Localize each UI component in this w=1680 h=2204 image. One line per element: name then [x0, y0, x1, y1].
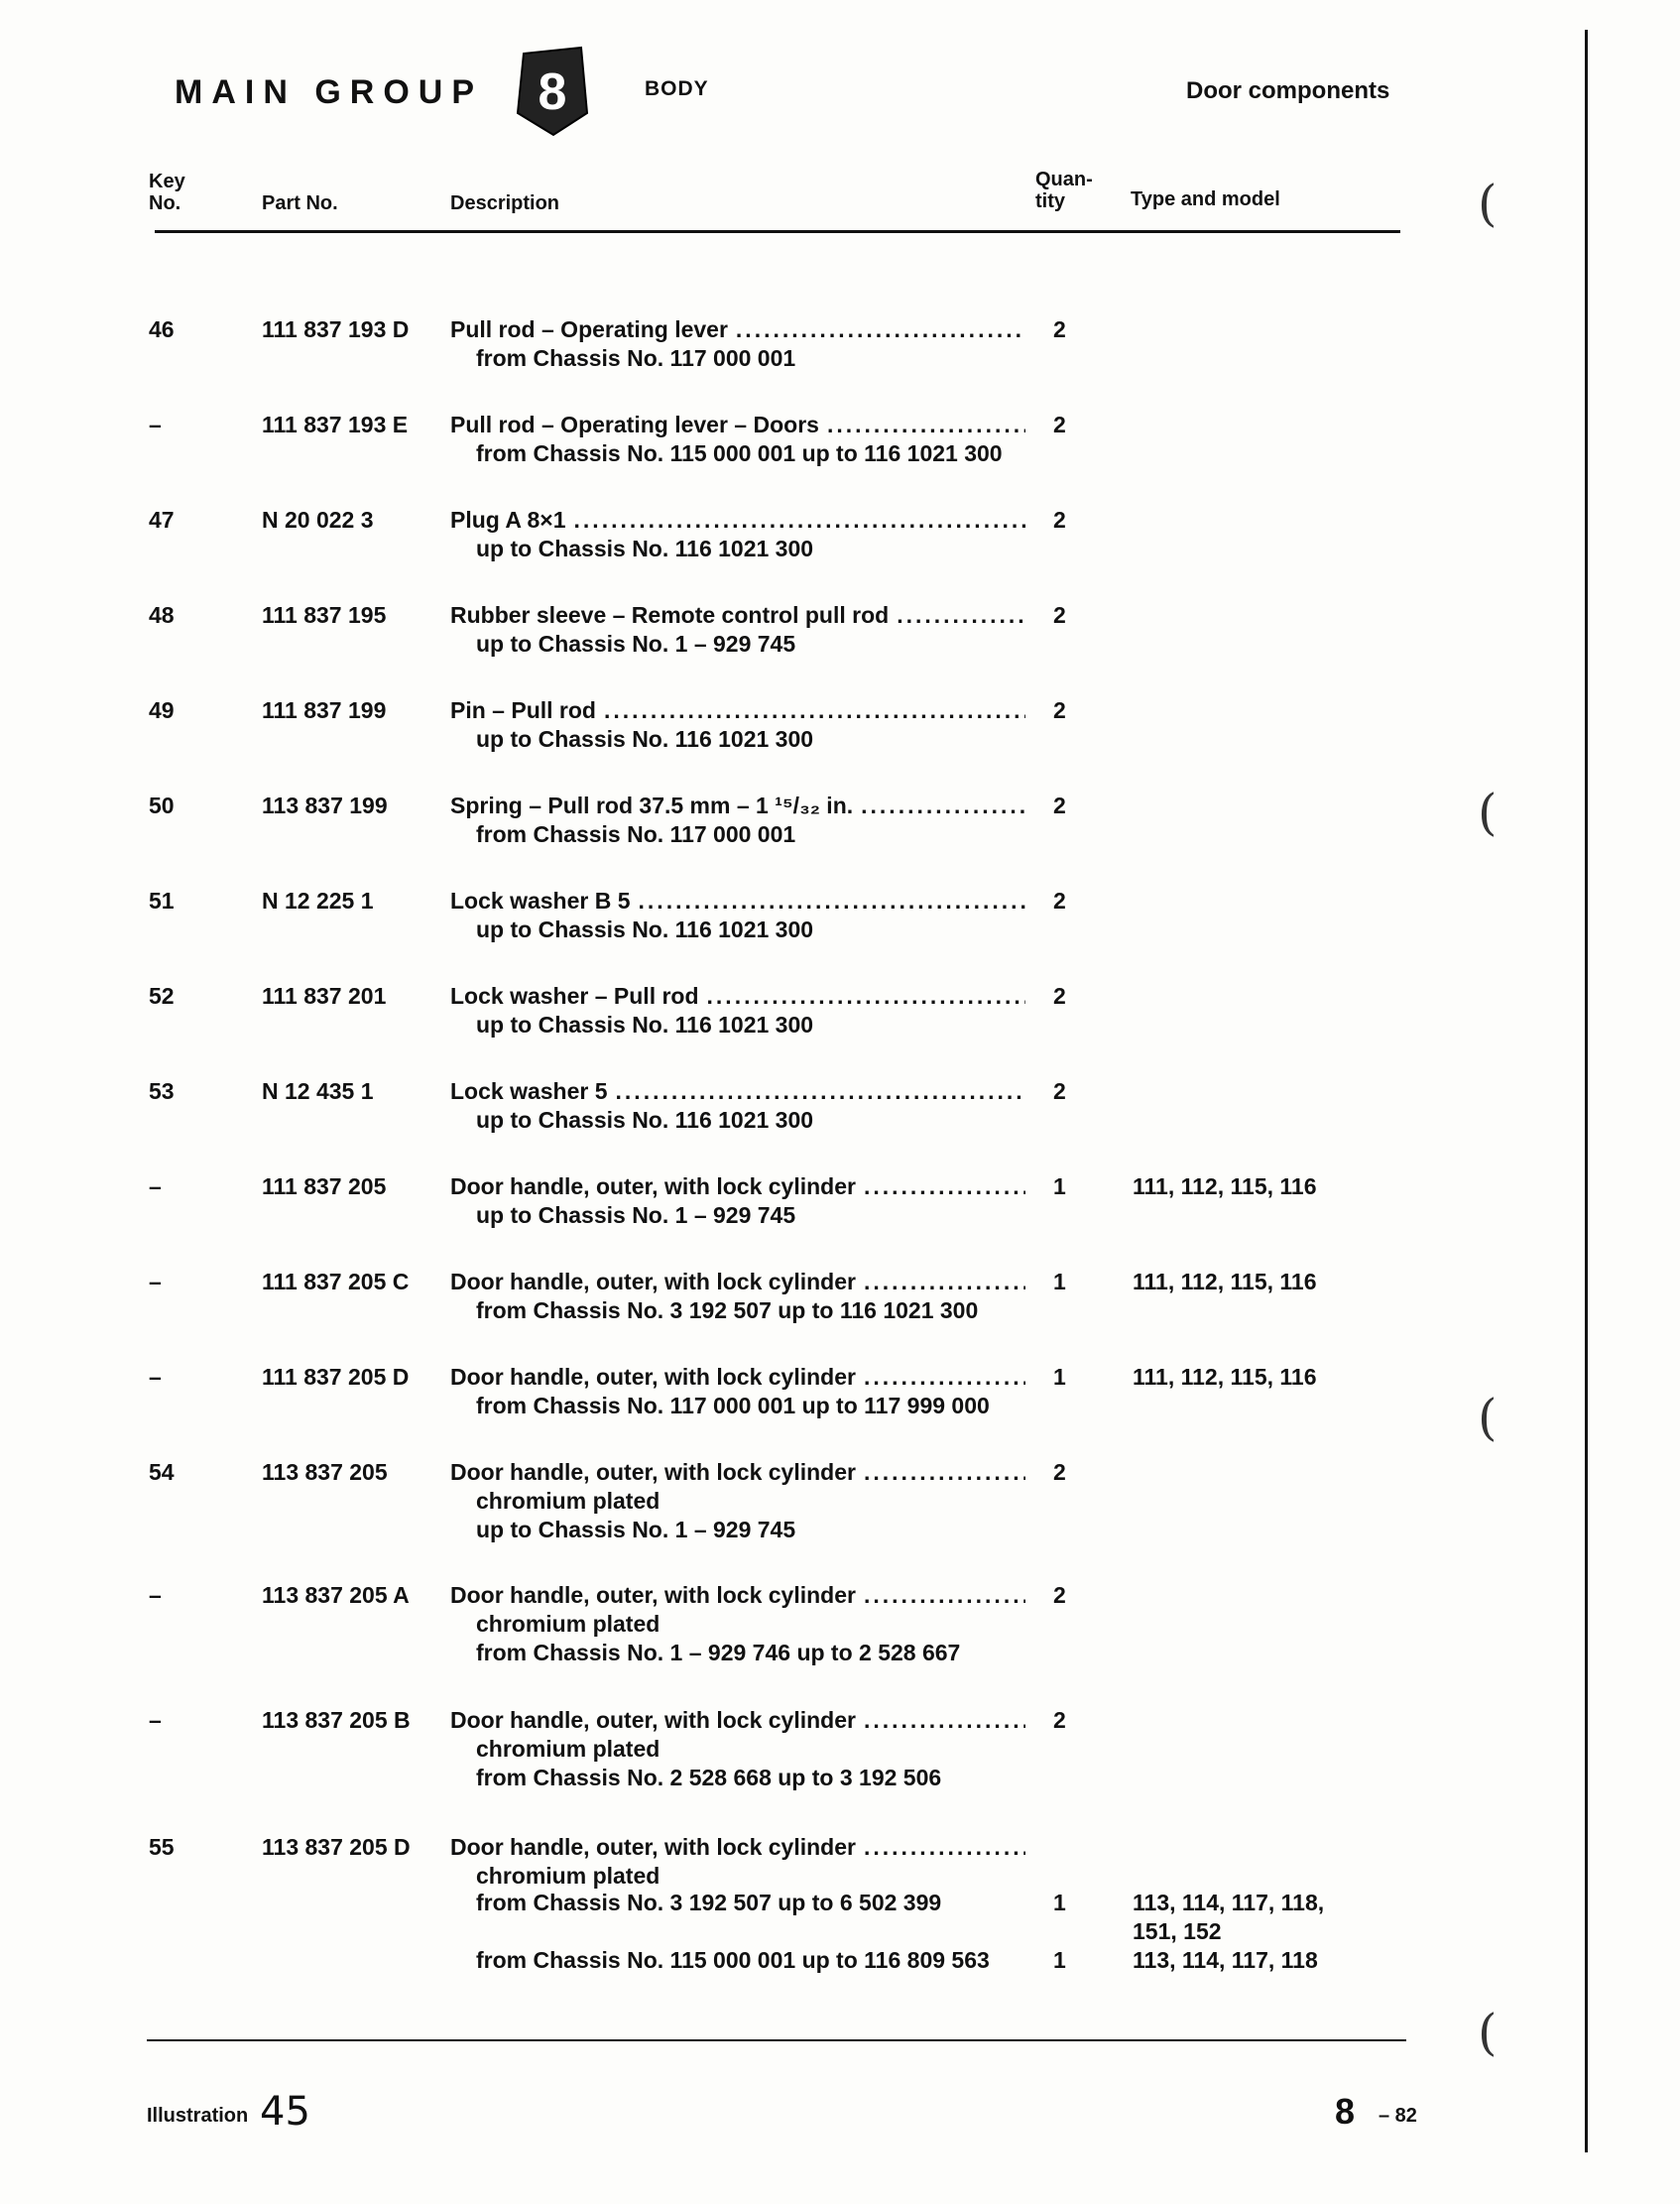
type-model: 111, 112, 115, 116 [1133, 1173, 1317, 1199]
description-detail: up to Chassis No. 1 – 929 745 [476, 1517, 796, 1542]
description-text: Door handle, outer, with lock cylinder [450, 1459, 856, 1485]
description-detail: chromium plated [476, 1863, 660, 1889]
description-detail: up to Chassis No. 116 1021 300 [476, 917, 814, 942]
quantity: 2 [1053, 888, 1066, 914]
description-text: Lock washer – Pull rod [450, 983, 699, 1009]
type-model: 111, 112, 115, 116 [1133, 1364, 1317, 1390]
description [450, 696, 1025, 754]
description-text: Lock washer B 5 [450, 888, 631, 914]
type-model: 113, 114, 117, 118 [1133, 1947, 1318, 1973]
key-number: 52 [149, 983, 175, 1009]
description-detail: from Chassis No. 2 528 668 up to 3 192 506 [476, 1765, 942, 1790]
quantity: 2 [1053, 316, 1066, 342]
illustration-label: Illustration [147, 2105, 249, 2127]
description [450, 1581, 1025, 1667]
quantity: 1 [1053, 1890, 1066, 1915]
description-main-line [450, 1268, 1025, 1296]
description-main-line [450, 506, 1025, 535]
quantity: 2 [1053, 1707, 1066, 1733]
description-text: Door handle, outer, with lock cylinder [450, 1582, 856, 1608]
part-number: 111 837 193 D [262, 316, 410, 342]
key-number: 55 [149, 1834, 175, 1860]
description [450, 1268, 1025, 1325]
dot-leader [604, 696, 1025, 725]
quantity: 1 [1053, 1269, 1066, 1294]
part-number: 113 837 205 [262, 1459, 388, 1485]
dot-leader [736, 315, 1025, 344]
description-main-line [450, 982, 1025, 1011]
description [450, 1833, 1025, 1891]
description [450, 982, 1025, 1040]
dot-leader [827, 411, 1025, 439]
section-title: Door components [1186, 77, 1390, 104]
part-number: 111 837 201 [262, 983, 387, 1009]
description-text: Door handle, outer, with lock cylinder [450, 1173, 856, 1199]
part-number: N 12 435 1 [262, 1078, 374, 1104]
quantity: 2 [1053, 412, 1066, 437]
part-number: 113 837 205 D [262, 1834, 411, 1860]
quantity: 1 [1053, 1947, 1066, 1973]
part-number: 111 837 195 [262, 602, 387, 628]
description-detail: up to Chassis No. 116 1021 300 [476, 536, 814, 561]
description-detail: up to Chassis No. 116 1021 300 [476, 1107, 814, 1133]
description-detail: from Chassis No. 115 000 001 up to 116 1021 300 [476, 440, 1003, 466]
quantity: 2 [1053, 983, 1066, 1009]
description-detail: from Chassis No. 117 000 001 [476, 821, 796, 847]
description-main-line [450, 315, 1025, 344]
description-text: Spring – Pull rod 37.5 mm – 1 ¹⁵/₃₂ in. [450, 793, 854, 818]
part-number: N 12 225 1 [262, 888, 374, 914]
description-detail: up to Chassis No. 116 1021 300 [476, 726, 814, 752]
column-header-quantity: Quan- tity [1035, 169, 1093, 212]
dot-leader [864, 1706, 1025, 1735]
description-main-line [450, 696, 1025, 725]
description-detail: up to Chassis No. 116 1021 300 [476, 1012, 814, 1038]
column-header-part: Part No. [262, 192, 338, 214]
description [450, 315, 1025, 373]
hole-punch-mark: ( [1478, 1389, 1498, 1446]
description-text: Pin – Pull rod [450, 697, 596, 723]
description-main-line [450, 1363, 1025, 1392]
description-text: Plug A 8×1 [450, 507, 566, 533]
page-number: 8 [1335, 2091, 1356, 2132]
description [450, 792, 1025, 849]
dot-leader [897, 601, 1025, 630]
column-header-key: Key No. [149, 171, 185, 214]
part-number: 111 837 205 C [262, 1269, 410, 1294]
dot-leader [864, 1833, 1025, 1862]
dot-leader [861, 792, 1025, 820]
key-number: 50 [149, 793, 175, 818]
footer-rule [147, 2039, 1406, 2041]
description-text: Door handle, outer, with lock cylinder [450, 1834, 856, 1860]
dot-leader [707, 982, 1025, 1011]
dot-leader [864, 1458, 1025, 1487]
description-main-line [450, 792, 1025, 820]
description-detail: from Chassis No. 117 000 001 [476, 345, 796, 371]
quantity: 2 [1053, 507, 1066, 533]
hole-punch-mark: ( [1478, 784, 1498, 841]
description-main-line [450, 1581, 1025, 1610]
key-number: 47 [149, 507, 175, 533]
description [450, 506, 1025, 563]
part-number: 111 837 205 [262, 1173, 387, 1199]
key-number: – [149, 1269, 162, 1294]
description-main-line [450, 411, 1025, 439]
description-text: Lock washer 5 [450, 1078, 608, 1104]
description-detail: from Chassis No. 117 000 001 up to 117 999 000 [476, 1393, 990, 1418]
description-main-line [450, 1458, 1025, 1487]
description-detail: chromium plated [476, 1488, 660, 1514]
quantity: 2 [1053, 1582, 1066, 1608]
description-text: Pull rod – Operating lever – Doors [450, 412, 819, 437]
dot-leader [864, 1172, 1025, 1201]
description-text: Pull rod – Operating lever [450, 316, 728, 342]
quantity: 2 [1053, 1078, 1066, 1104]
key-number: – [149, 1582, 162, 1608]
binding-edge-line [1585, 30, 1588, 2152]
key-number: – [149, 1707, 162, 1733]
key-number: – [149, 1364, 162, 1390]
part-number: N 20 022 3 [262, 507, 374, 533]
part-number: 113 837 205 A [262, 1582, 410, 1608]
description-detail: from Chassis No. 3 192 507 up to 116 1021 300 [476, 1297, 979, 1323]
quantity: 1 [1053, 1364, 1066, 1390]
type-model: 111, 112, 115, 116 [1133, 1269, 1317, 1294]
quantity: 1 [1053, 1173, 1066, 1199]
key-number: 53 [149, 1078, 175, 1104]
part-number: 113 837 205 B [262, 1707, 411, 1733]
dot-leader [864, 1268, 1025, 1296]
hole-punch-mark: ( [1478, 2004, 1498, 2061]
key-number: 51 [149, 888, 175, 914]
main-group-heading: MAIN GROUP [175, 73, 483, 111]
key-number: – [149, 1173, 162, 1199]
key-number: 54 [149, 1459, 175, 1485]
description [450, 601, 1025, 659]
quantity: 2 [1053, 1459, 1066, 1485]
description-main-line [450, 601, 1025, 630]
quantity: 2 [1053, 697, 1066, 723]
description-main-line [450, 887, 1025, 916]
part-number: 113 837 199 [262, 793, 388, 818]
description-main-line [450, 1706, 1025, 1735]
part-number: 111 837 199 [262, 697, 387, 723]
body-label: BODY [645, 77, 709, 100]
illustration-number: 45 [260, 2089, 310, 2135]
key-number: – [149, 412, 162, 437]
part-number: 111 837 205 D [262, 1364, 410, 1390]
description [450, 1458, 1025, 1544]
key-number: 49 [149, 697, 175, 723]
description [450, 1172, 1025, 1230]
description-text: Rubber sleeve – Remote control pull rod [450, 602, 890, 628]
key-number: 48 [149, 602, 175, 628]
description-main-line [450, 1833, 1025, 1862]
dot-leader [864, 1363, 1025, 1392]
dot-leader [616, 1077, 1025, 1106]
description-detail: from Chassis No. 1 – 929 746 up to 2 528 667 [476, 1640, 961, 1665]
group-number: 8 [538, 63, 567, 121]
dot-leader [864, 1581, 1025, 1610]
description [450, 411, 1025, 468]
description-detail: up to Chassis No. 1 – 929 745 [476, 631, 796, 657]
quantity: 2 [1053, 602, 1066, 628]
part-number: 111 837 193 E [262, 412, 409, 437]
key-number: 46 [149, 316, 175, 342]
description [450, 887, 1025, 944]
description-text: Door handle, outer, with lock cylinder [450, 1364, 856, 1390]
description-text: Door handle, outer, with lock cylinder [450, 1269, 856, 1294]
description-detail: from Chassis No. 115 000 001 up to 116 809 563 [476, 1947, 990, 1973]
description [450, 1706, 1025, 1792]
quantity: 2 [1053, 793, 1066, 818]
type-model: 113, 114, 117, 118, 151, 152 [1133, 1890, 1325, 1944]
column-header-type: Type and model [1131, 188, 1280, 210]
description [450, 1077, 1025, 1135]
hole-punch-mark: ( [1478, 175, 1498, 232]
description-main-line [450, 1077, 1025, 1106]
description-detail: chromium plated [476, 1611, 660, 1637]
description-main-line [450, 1172, 1025, 1201]
description-detail: up to Chassis No. 1 – 929 745 [476, 1202, 796, 1228]
dot-leader [639, 887, 1025, 916]
page-subnumber: – 82 [1379, 2105, 1417, 2127]
description [450, 1363, 1025, 1420]
description-detail: chromium plated [476, 1736, 660, 1762]
dot-leader [574, 506, 1025, 535]
description-detail: from Chassis No. 3 192 507 up to 6 502 399 [476, 1890, 942, 1915]
description-text: Door handle, outer, with lock cylinder [450, 1707, 856, 1733]
column-header-description: Description [450, 192, 560, 214]
